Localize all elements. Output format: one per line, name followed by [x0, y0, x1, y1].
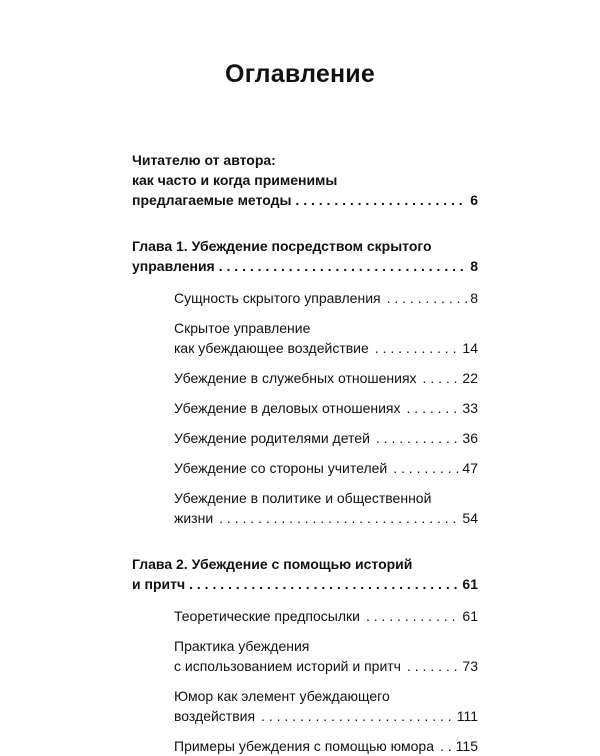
toc-entry-title: воздействия [174, 708, 256, 724]
toc-entry-title: Убеждение со стороны учителей [174, 460, 388, 476]
toc-entry-section[interactable] [174, 368, 478, 388]
dot-leader [366, 606, 459, 626]
dot-leader [219, 508, 459, 528]
toc-entry-section[interactable] [174, 428, 478, 448]
toc-entry-line: Практика убеждения [174, 638, 310, 654]
dot-leader [219, 256, 467, 276]
toc-entry-title: Теоретические предпосылки [174, 608, 360, 624]
dot-leader [407, 398, 460, 418]
toc-entry-title: управления [132, 258, 215, 274]
toc-entry-section[interactable] [174, 488, 478, 528]
dot-leader [376, 428, 460, 448]
toc-page-number: 8 [470, 258, 478, 274]
dot-leader [387, 288, 468, 308]
toc-page-number: 47 [462, 460, 478, 476]
toc-page-number: 8 [470, 290, 478, 306]
toc-entry-preface[interactable] [132, 150, 478, 210]
toc-page-number: 22 [462, 370, 478, 386]
toc-entry-section[interactable] [174, 458, 478, 478]
toc-entry-line: Читателю от автора: [132, 152, 276, 168]
dot-leader [407, 656, 459, 676]
toc-entry-line: Глава 2. Убеждение с помощью историй [132, 556, 413, 572]
toc-entry-line: Убеждение в политике и общественной [174, 490, 432, 506]
toc-entry-section[interactable] [174, 736, 478, 756]
toc-page-number: 115 [455, 738, 478, 754]
toc-page-number: 14 [462, 340, 478, 356]
toc-entry-line: как часто и когда применимы [132, 172, 338, 188]
toc-page-number: 111 [456, 708, 478, 724]
toc-entry-section[interactable] [174, 636, 478, 676]
toc-page-number: 61 [462, 608, 478, 624]
toc-entry-section[interactable] [174, 318, 478, 358]
toc-entry-chapter-1[interactable] [132, 236, 478, 276]
toc-entry-section[interactable] [174, 686, 478, 726]
toc-entry-title: и притч [132, 576, 186, 592]
toc-page-number: 54 [462, 510, 478, 526]
dot-leader [375, 338, 460, 358]
table-of-contents [132, 150, 478, 756]
toc-page-number: 6 [470, 192, 478, 208]
dot-leader [261, 706, 454, 726]
toc-page-number: 61 [462, 576, 478, 592]
toc-entry-section[interactable] [174, 288, 478, 308]
toc-entry-line: Глава 1. Убеждение посредством скрытого [132, 238, 432, 254]
toc-entry-title: предлагаемые методы [132, 192, 292, 208]
toc-entry-title: с использованием историй и притч [174, 658, 401, 674]
toc-entry-section[interactable] [174, 606, 478, 626]
toc-entry-line: Скрытое управление [174, 320, 311, 336]
toc-entry-title: как убеждающее воздействие [174, 340, 369, 356]
dot-leader [189, 574, 459, 594]
toc-entry-title: Убеждение в служебных отношениях [174, 370, 417, 386]
toc-page-number: 73 [462, 658, 478, 674]
toc-entry-title: Примеры убеждения с помощью юмора [174, 738, 435, 754]
toc-entry-title: жизни [174, 510, 214, 526]
toc-entry-title: Убеждение в деловых отношениях [174, 400, 401, 416]
page-title: Оглавление [225, 60, 375, 88]
toc-entry-title: Сущность скрытого управления [174, 290, 381, 306]
toc-page-number: 33 [462, 400, 478, 416]
dot-leader [423, 368, 460, 388]
dot-leader [393, 458, 459, 478]
toc-page-number: 36 [462, 430, 478, 446]
dot-leader [295, 190, 467, 210]
dot-leader [440, 736, 453, 756]
toc-entry-chapter-2[interactable] [132, 554, 478, 594]
toc-entry-line: Юмор как элемент убеждающего [174, 688, 390, 704]
toc-entry-title: Убеждение родителями детей [174, 430, 370, 446]
toc-entry-section[interactable] [174, 398, 478, 418]
